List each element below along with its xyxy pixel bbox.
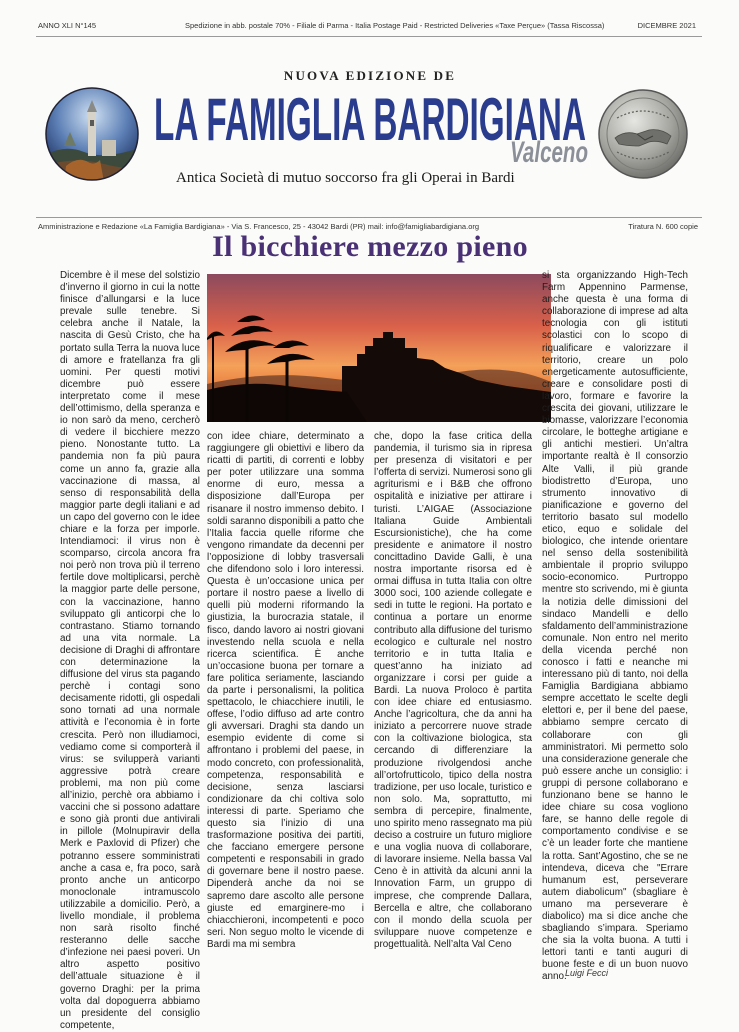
newspaper-title: LA FAMIGLIA BARDIGIANA (154, 86, 586, 153)
article-paragraph: si sta organizzando High-Tech Farm Appennino Parmense, anche questa è una forma di collaborazione di imprese ad alta tecnologia con gli istituti scolastici con lo scopo di riqualificare e valorizzare il territorio, creare un polo energeticamente autosufficiente, creare e consolidare posti di lavoro, formare e favorire la crescita dei giovani, utilizzare le biomasse, valorizzare l’economia circolare, le botteghe artigiane e gli antichi mestieri. Un’altra importante realtà è Il consorzio Alte Valli, il più grande biodistretto d’Europa, uno strumento innovativo di pianificazione e governo del territorio basato sul modello etico, equo e solidale del biologico, che intende orientare nel senso della sostenibilità ambientale il proprio sviluppo socio-economico. Purtroppo mentre sto scrivendo, mi è giunta la notizia delle dimissioni del sindaco Mandelli e dello sfaldamento dell’amministrazione comunale. Non entro nel merito della vicenda perché non conosco i fatti e neanche mi interessano più di tanto, noi della Famiglia Bardigiana abbiamo sempre accettato le scelte degli elettori e, per il bene del paese, abbiamo sempre cercato di collaborare con gli amministratori. Mi permetto solo una considerazione generale che può essere anche un consiglio: i gruppi di persone collaborano e funzionano bene se hanno le idee chiare su cosa vogliono fare, se hanno delle regole di comportamento condivise e se c’è un leader forte che mantiene la rotta. Sant’Agostino, che se ne intendeva, diceva che "Errare humanum est, perseverare autem diabolicum" (sbagliare è umano ma perseverare è diabolico) ma si dice anche che sbagliando s’impara. Speriamo che sia la volta buona. A tutti i lettori tanti e tanti auguri di buone feste e di un buon nuovo anno. (542, 270, 688, 983)
top-divider (36, 36, 702, 37)
editorial-address: Amministrazione e Redazione «La Famiglia Bardigiana» - Via S. Francesco, 25 - 43042 Bardi (PR) mail: info@famigliabardigiana.org (38, 222, 480, 231)
contact-top-divider (36, 217, 702, 218)
masthead-title (150, 82, 590, 169)
issue-number: ANNO XLI N°145 (38, 21, 97, 30)
article-headline: Il bicchiere mezzo pieno (212, 230, 528, 263)
article-paragraph: con idee chiare, determinato a raggiungere gli obiettivi e libero da ricatti di partiti, di correnti e lobby per poter utilizzare una somma enorme di euro, messa a disposizione dall’Europa per risanare il nostro immenso debito. I soldi saranno disponibili a patto che l’Italia faccia quelle riforme che vengono rimandate da decenni per l’opposizione di lobby trasversali che difendono solo i loro interessi. Questa è un’occasione unica per portare il nostro paese a livello di quelli più moderni riformando la giustizia, la burocrazia statale, il fisco, dando lavoro ai nostri giovani investendo nella scuola e nella ricerca scientifica. È anche un’occasione buona per tornare a fare politica seriamente, lasciando da parte i personalismi, la politica spettacolo, le chiacchiere inutili, le offese, l’odio diffuso ad arte contro gli avversari. Draghi sta dando un esempio evidente di come si affrontano i problemi del paese, in modo concreto, con professionalità, competenza, responsabilità e decisione, senza lasciarsi condizionare da chi coltiva solo interessi di parte. Speriamo che questo sia l’inizio di una trasformazione positiva dei partiti, che facciano emergere persone competenti e responsabili in grado di governare bene il nostro paese. Dipenderà anche da noi se sapremo dare ascolto alle persone giuste ed emarginere-mo i chiacchieroni, incompetenti e poco seri. Non seguo molto le vicende di Bardi ma mi sembra (207, 431, 364, 950)
shipping-notice: Spedizione in abb. postale 70% - Filiale di Parma - Italia Postage Paid - Restricted Deliveries «Taxe Perçue» (Tassa Riscossa) (185, 21, 605, 30)
sunset-castle-photo (207, 274, 551, 422)
edition-label: NUOVA EDIZIONE DE (283, 68, 457, 83)
article-column-3 (374, 431, 532, 951)
issue-date: DICEMBRE 2021 (637, 21, 696, 30)
bardi-castle-emblem-icon (44, 86, 140, 182)
handshake-medal-icon (597, 88, 689, 180)
article-paragraph: che, dopo la fase critica della pandemia, il turismo sia in ripresa per presenza di visitatori e per l’offerta di servizi. Numerosi sono gli agriturismi e i B&B che offrono ospitalità e iniziative per attirare i turisti. L’AIGAE (Associazione Italiana Guide Ambientali Escursionistiche), che ha come presidente e animatore il nostro concittadino Davide Galli, è una nostra importante risorsa ed è ormai diffusa in tutta Italia con oltre 3000 soci, 100 aziende collegate e sedi in tutte le regioni. Ha portato e continua a portare un enorme contributo alla diffusione del turismo ecologico e culturale nel nostro territorio e in tutta Italia e quest’anno ha iniziato ad organizzare i corsi per guide a Bardi. La nuova Proloco è partita con idee chiare ed entusiasmo. Anche l’agricoltura, che da anni ha iniziato a percorrere nuove strade con la coltivazione biologica, sta cercando di differenziare la produzione rivolgendosi anche all’ortofrutticolo, tipico della nostra tradizione, per uso locale, turistico e non solo. Ma, soprattutto, mi sembra di percepire, finalmente, uno spirito meno rassegnato ma più deciso a costruire un futuro migliore e una voglia nuova di collaborare, di lavorare insieme. Nella bassa Val Ceno è in attività da alcuni anni la Innovation Farm, un gruppo di imprese, che comprende Dallara, Bercella e altre, che collaborano con il mondo della scuola per sviluppare nuove competenze e progettualità. Nell’alta Val Ceno (374, 431, 532, 950)
title-suffix: Valceno (510, 136, 588, 169)
article-paragraph: Dicembre è il mese del solstizio d’inverno il giorno in cui la notte finisce d’allungarsi e la luce prevale sulle tenebre. Si celebra anche il Natale, la nascita di Gesù Cristo, che ha portato sulla Terra la nuova luce di amore e fratellanza fra gli uomini. Per questi motivi dicembre può essere interpretato come il mese dell’ottimismo, della speranza e io non sarò da meno, cercherò di vedere il bicchiere mezzo pieno. Nonostante tutto. La pandemia non fa più paura come un anno fa, grazie alla vaccinazione di massa, al senso di responsabilità della maggior parte degli italiani e ad un capo del governo con le idee chiare e la forza per imporle. Intendiamoci: il virus non è scomparso, circola ancora fra noi però non trova più il terreno fertile dove moltiplicarsi, perchè la maggior parte delle persone, con la vaccinazione, hanno sviluppato gli anticorpi che lo contrastano. Stiamo tornando ad una vita normale. La decisione di Draghi di affrontare con determinazione la diffusione del virus sta pagando perchè i contagi sono decisamente ridotti, gli ospedali sono tornati ad una normale attività e l’economia è in forte crescita. Però non illudiamoci, vediamo come si comporterà il virus: se svilupperà varianti aggressive potrà creare problemi, ma non più come all’inizio, perchè ora abbiamo i vaccini che si possono adattare e sono già pronti due antivirali in pillole (Molnupiravir della Merk e Paxlovid di Pfizer) che potranno essere somministrati anche a casa e, fra poco, sarà pronto anche un anticorpo monoclonale intramuscolo utilizzabile a domicilio. Però, a livello mondiale, il problema non sarà risolto finché resteranno delle sacche d’infezione nei paesi poveri. Un altro aspetto positivo dell’attuale situazione è il governo Draghi: per la prima volta dal dopoguerra abbiamo un presidente del consiglio competente, (60, 270, 201, 1031)
print-run: Tiratura N. 600 copie (628, 222, 698, 231)
newspaper-subtitle: Antica Società di mutuo soccorso fra gli Operai in Bardi (176, 170, 515, 186)
top-info-bar (36, 19, 702, 33)
article-column-2 (207, 431, 364, 951)
article-column-4 (542, 270, 688, 984)
article-column-1 (60, 270, 200, 1032)
author-signature: Luigi Fecci (565, 968, 609, 978)
